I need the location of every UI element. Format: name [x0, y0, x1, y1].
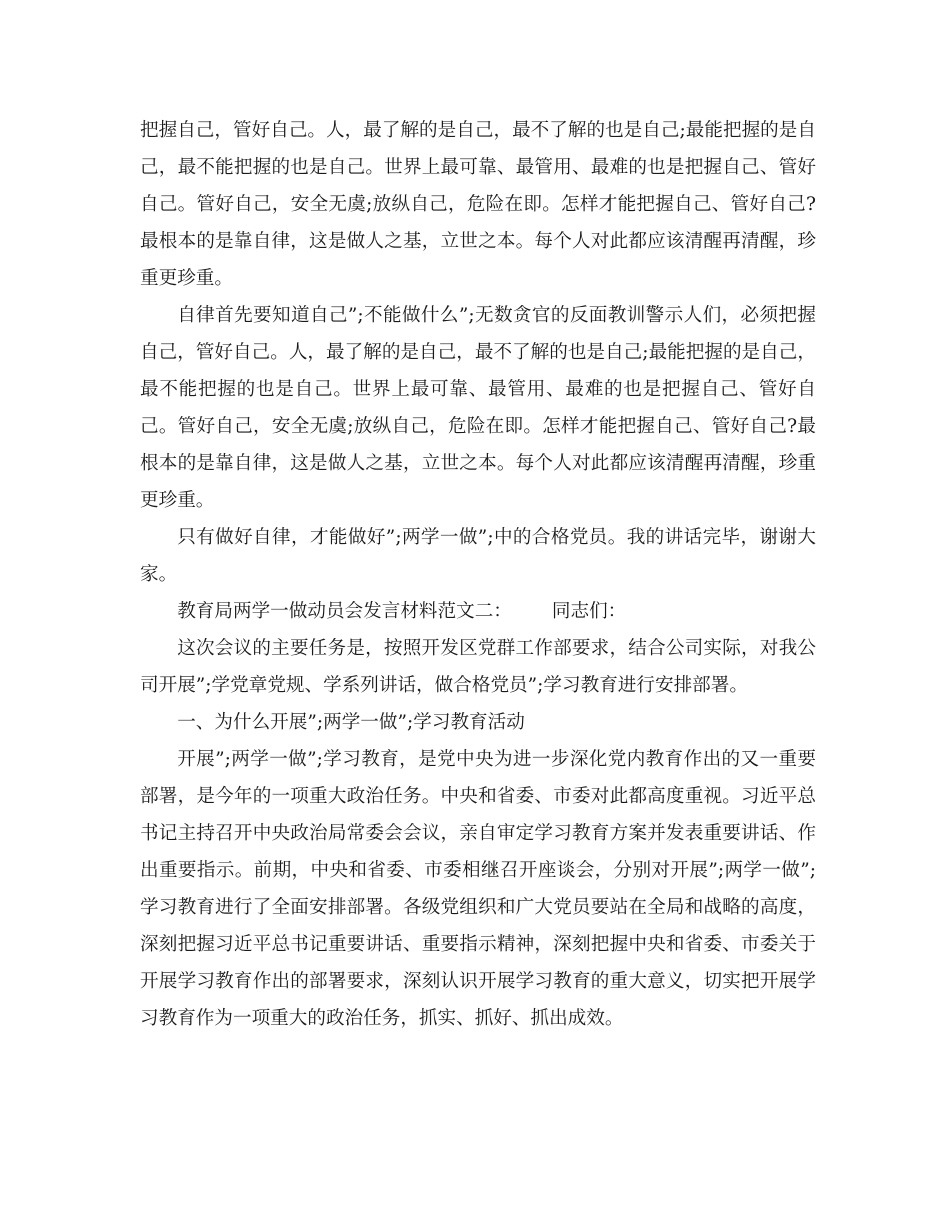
document-body: [140, 112, 816, 1037]
paragraph-1: 把握自己，管好自己。人，最了解的是自己，最不了解的也是自己;最能把握的是自己，最不能把握的也是自己。世界上最可靠、最管用、最难的也是把握自己、管好自己。管好自己，安全无虞;放纵自己，危险在即。怎样才能把握自己、管好自己?最根本的是靠自律，这是做人之基，立世之本。每个人对此都应该清醒再清醒，珍重更珍重。: [140, 120, 816, 289]
subheading-1: 一、为什么开展”;两学一做”;学习教育活动: [177, 712, 525, 733]
greeting: 同志们：: [551, 601, 627, 622]
paragraph-7: 开展”;两学一做”;学习教育，是党中央为进一步深化党内教育作出的又一重要部署，是今年的一项重大政治任务。中央和省委、市委对此都高度重视。习近平总书记主持召开中央政治局常委会会议，亲自审定学习教育方案并发表重要讲话、作出重要指示。前期，中央和省委、市委相继召开座谈会，分别对开展”;两学一做”;学习教育进行了全面安排部署。各级党组织和广大党员要站在全局和战略的高度，深刻把握习近平总书记重要讲话、重要指示精神，深刻把握中央和省委、市委关于开展学习教育作出的部署要求，深刻认识开展学习教育的重大意义，切实把开展学习教育作为一项重大的政治任务，抓实、抓好、抓出成效。: [140, 749, 816, 1029]
paragraph-3: 只有做好自律，才能做好”;两学一做”;中的合格党员。我的讲话完毕，谢谢大家。: [140, 527, 816, 585]
section-title: 教育局两学一做动员会发言材料范文二：: [177, 601, 512, 622]
paragraph-5: 这次会议的主要任务是，按照开发区党群工作部要求，结合公司实际，对我公司开展”;学党章党规、学系列讲话，做合格党员”;学习教育进行安排部署。: [140, 638, 816, 696]
paragraph-2: 自律首先要知道自己”;不能做什么”;无数贪官的反面教训警示人们，必须把握自己，管好自己。人，最了解的是自己，最不了解的也是自己;最能把握的是自己，最不能把握的也是自己。世界上最可靠、最管用、最难的也是把握自己、管好自己。管好自己，安全无虞;放纵自己，危险在即。怎样才能把握自己、管好自己?最根本的是靠自律，这是做人之基，立世之本。每个人对此都应该清醒再清醒，珍重更珍重。: [140, 305, 816, 511]
section-heading-line: [140, 593, 816, 630]
